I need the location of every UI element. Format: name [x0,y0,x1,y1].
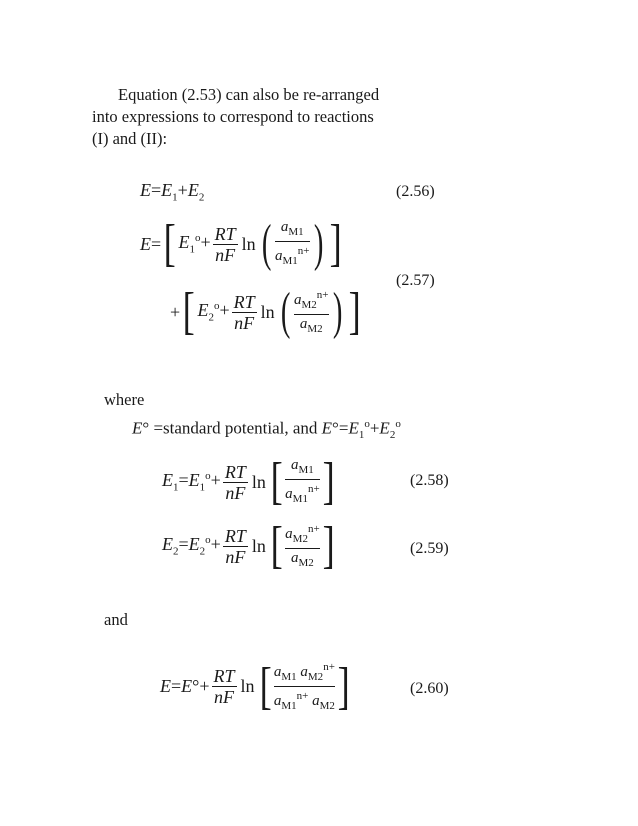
equation-number-2-60: (2.60) [410,680,449,697]
equation-2-57-line-1: E=[ $E_1^o+$ $\frac{RT}{nF}$ ln ( $\frac{a_{M1}}{a_{M1}^{n+}}$ ) ] [140,215,342,272]
equation-number-2-59: (2.59) [410,540,449,557]
intro-paragraph [92,84,440,150]
equation-2-58: $E_1=E_1^o+$ $\frac{RT}{nF}$ ln[ $\frac{a_{M1}}{a_{M1}^{n+}}$ ] [162,453,335,510]
equation-number-2-57: (2.57) [396,272,435,289]
equation-2-56: $E=E_1+E_2$ [140,180,205,204]
intro-line-1: Equation (2.53) can also be re-arranged [118,85,380,104]
equation-number-2-56: (2.56) [396,183,435,200]
equation-2-57-line-2: +[ $E_2^o+$ $\frac{RT}{nF}$ ln ( $\frac{a_{M2}^{n+}}{a_{M2}}$ ) ] [170,283,361,340]
equation-2-59: $E_2=E_2^o+$ $\frac{RT}{nF}$ ln[ $\frac{a_{M2}^{n+}}{a_{M2}}$ ] [162,517,335,574]
intro-line-3: (I) and (II): [92,129,168,148]
equation-number-2-58: (2.58) [410,472,449,489]
standard-potential-definition: E° =standard potential, and $E^\circ=E_1^o+E_2^o$ [132,418,401,442]
word-and: and [104,610,128,629]
word-where: where [104,390,145,409]
intro-line-2: into expressions to correspond to reactions [92,107,374,126]
equation-2-60: E=E°+ $\frac{RT}{nF}$ ln[ $\frac{a_{M1} a_{M2}^{n+}}{a_{M1}^{n+} a_{M2}}$ ] [160,657,350,715]
